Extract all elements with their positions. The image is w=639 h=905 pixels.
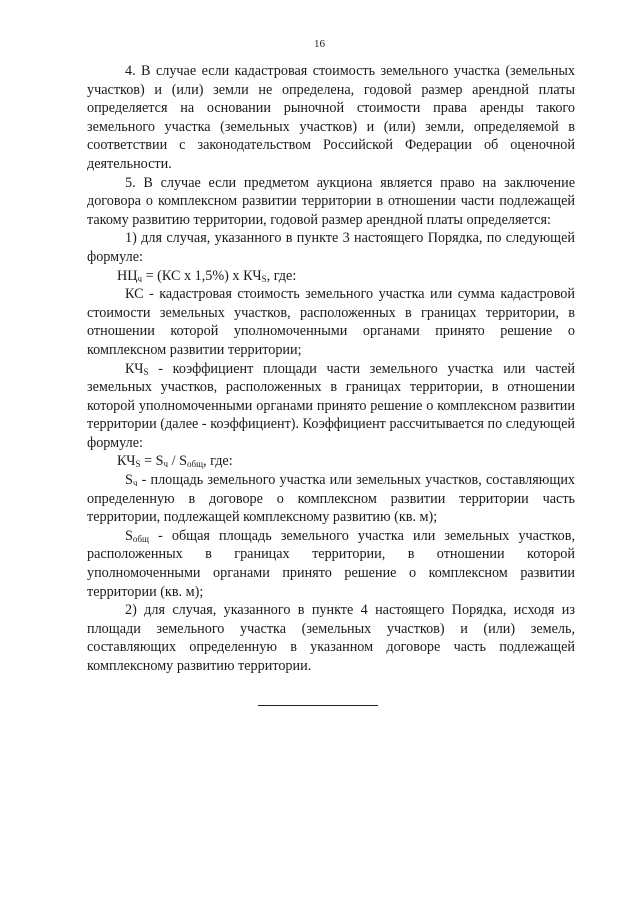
document-body <box>87 62 575 676</box>
paragraph-4: 4. В случае если кадастровая стоимость земельного участка (земельных участков) и (или) земли не определена, годовой размер арендной платы определяется на основании рыночной стоимости права аренды такого земельного участка (земельных участков) и (или) земли, определяемой в соответствии с законодательством Российской Федерации об оценочной деятельности. <box>87 63 575 172</box>
formula-price: $НЦ_ч = (КС$ х 1,5%) х $КЧ_S$, где: <box>117 267 297 284</box>
paragraph-5-2: 2) для случая, указанного в пункте 4 настоящего Порядка, исходя из площади земельного участка (земельных участков) и (или) земель, составляющих определенную в указанном договоре часть подлежащей комплексному развитию территории. <box>87 602 575 674</box>
page-number: 16 <box>314 38 325 50</box>
formula-coefficient: $КЧ_S = S_ч / S_{общ}$, где: <box>117 453 233 470</box>
paragraph-5-1: 1) для случая, указанного в пункте 3 настоящего Порядка, по следующей формуле: <box>87 230 575 265</box>
definition-kch: $КЧ_S$ - коэффициент площади части земельного участка или частей земельных участков, расположенных в границах территории, в отношении которой уполномоченными органами принято решение о комплексном развитии территории (далее - коэффициент). Коэффициент рассчитывается по следующей формуле: <box>87 360 575 451</box>
definition-ks: КС - кадастровая стоимость земельного участка или сумма кадастровой стоимости земельных участков, расположенных в границах территории, в отношении которой уполномоченными органами принято решение о комплексном развитии территории; <box>87 286 575 358</box>
definition-s-part: $S_ч$ - площадь земельного участка или земельных участков, составляющих определенную в договоре о комплексном развитии территории часть территории, подлежащей комплексному развитию (кв. м); <box>87 472 575 526</box>
definition-s-total: $S_{общ}$ - общая площадь земельного участка или земельных участков, расположенных в границах территории, в отношении которой уполномоченными органами принято решение о комплексном развитии территории (кв. м); <box>87 527 575 600</box>
paragraph-5: 5. В случае если предметом аукциона является право на заключение договора о комплексном развитии территории в отношении части подлежащей такому развитию территории, годовой размер арендной платы определяется: <box>87 174 575 228</box>
closing-rule <box>258 705 378 706</box>
